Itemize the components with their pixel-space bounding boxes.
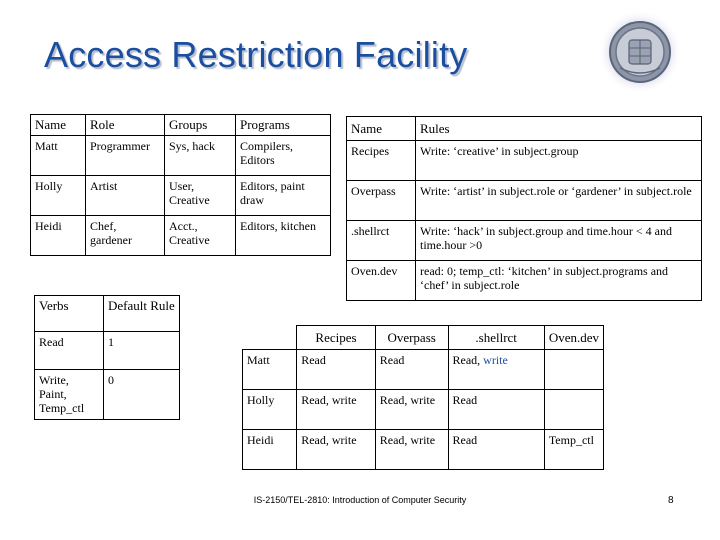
table-cell: Acct., Creative: [165, 216, 236, 256]
table-cell: Read: [35, 332, 104, 370]
table-cell: .shellrct: [347, 221, 416, 261]
table-row: [347, 181, 702, 221]
header-cell: Overpass: [375, 326, 448, 350]
verbs-table: [34, 295, 180, 420]
table-cell: Read: [448, 390, 544, 430]
table-row: [347, 261, 702, 301]
table-cell: [544, 350, 603, 390]
table-row: [243, 350, 604, 390]
header-cell: Rules: [416, 117, 702, 141]
table-cell: Editors, paint draw: [236, 176, 331, 216]
header-cell: Name: [347, 117, 416, 141]
header-cell: .shellrct: [448, 326, 544, 350]
row-name-cell: Holly: [243, 390, 297, 430]
table-cell: Heidi: [31, 216, 86, 256]
table-row: [31, 136, 331, 176]
table-cell: Read, write: [297, 430, 376, 470]
table-cell: Temp_ctl: [544, 430, 603, 470]
table-header-row: [347, 117, 702, 141]
access-matrix-table: [242, 325, 604, 470]
table-row: [347, 141, 702, 181]
table-header-row: [243, 326, 604, 350]
table-row: [31, 176, 331, 216]
header-cell: Oven.dev: [544, 326, 603, 350]
header-cell: Programs: [236, 115, 331, 136]
row-name-cell: Matt: [243, 350, 297, 390]
table-cell: Write: ‘creative’ in subject.group: [416, 141, 702, 181]
corner-cell: [243, 326, 297, 350]
table-cell: Write, Paint, Temp_ctl: [35, 370, 104, 420]
table-cell: Artist: [86, 176, 165, 216]
table-cell: Oven.dev: [347, 261, 416, 301]
table-cell: Read: [297, 350, 376, 390]
table-cell: Read: [448, 430, 544, 470]
page-number: 8: [668, 495, 674, 506]
table-header-row: [31, 115, 331, 136]
table-cell: Holly: [31, 176, 86, 216]
table-cell: Chef, gardener: [86, 216, 165, 256]
accent-text: write: [483, 353, 508, 367]
table-cell: Recipes: [347, 141, 416, 181]
slide-title: Access Restriction Facility: [44, 34, 468, 75]
table-row: [243, 390, 604, 430]
table-cell: Compilers, Editors: [236, 136, 331, 176]
table-cell: Read, write: [375, 430, 448, 470]
table-cell: User, Creative: [165, 176, 236, 216]
table-cell: Read, write: [297, 390, 376, 430]
table-cell: Write: ‘hack’ in subject.group and time.hour < 4 and time.hour >0: [416, 221, 702, 261]
header-cell: Default Rule: [104, 296, 180, 332]
table-row: [35, 332, 180, 370]
table-row: [31, 216, 331, 256]
table-cell: Read: [375, 350, 448, 390]
table-cell: read: 0; temp_ctl: ‘kitchen’ in subject.programs and ‘chef’ in subject.role: [416, 261, 702, 301]
rules-table: [346, 116, 702, 301]
table-cell: Editors, kitchen: [236, 216, 331, 256]
header-cell: Groups: [165, 115, 236, 136]
header-cell: Name: [31, 115, 86, 136]
footer-text: IS-2150/TEL-2810: Introduction of Computer Security: [253, 495, 467, 505]
table-row: [35, 370, 180, 420]
cell-text: Read,: [452, 353, 484, 367]
header-cell: Recipes: [297, 326, 376, 350]
table-cell: [544, 390, 603, 430]
row-name-cell: Heidi: [243, 430, 297, 470]
university-seal-icon: [598, 10, 682, 94]
users-table: [30, 114, 331, 256]
table-cell: Matt: [31, 136, 86, 176]
header-cell: Verbs: [35, 296, 104, 332]
table-cell: Programmer: [86, 136, 165, 176]
table-cell: 0: [104, 370, 180, 420]
table-row: [243, 430, 604, 470]
table-header-row: [35, 296, 180, 332]
table-cell: Write: ‘artist’ in subject.role or ‘gardener’ in subject.role: [416, 181, 702, 221]
table-cell: [448, 350, 544, 390]
header-cell: Role: [86, 115, 165, 136]
table-row: [347, 221, 702, 261]
table-cell: Overpass: [347, 181, 416, 221]
table-cell: 1: [104, 332, 180, 370]
table-cell: Read, write: [375, 390, 448, 430]
table-cell: Sys, hack: [165, 136, 236, 176]
